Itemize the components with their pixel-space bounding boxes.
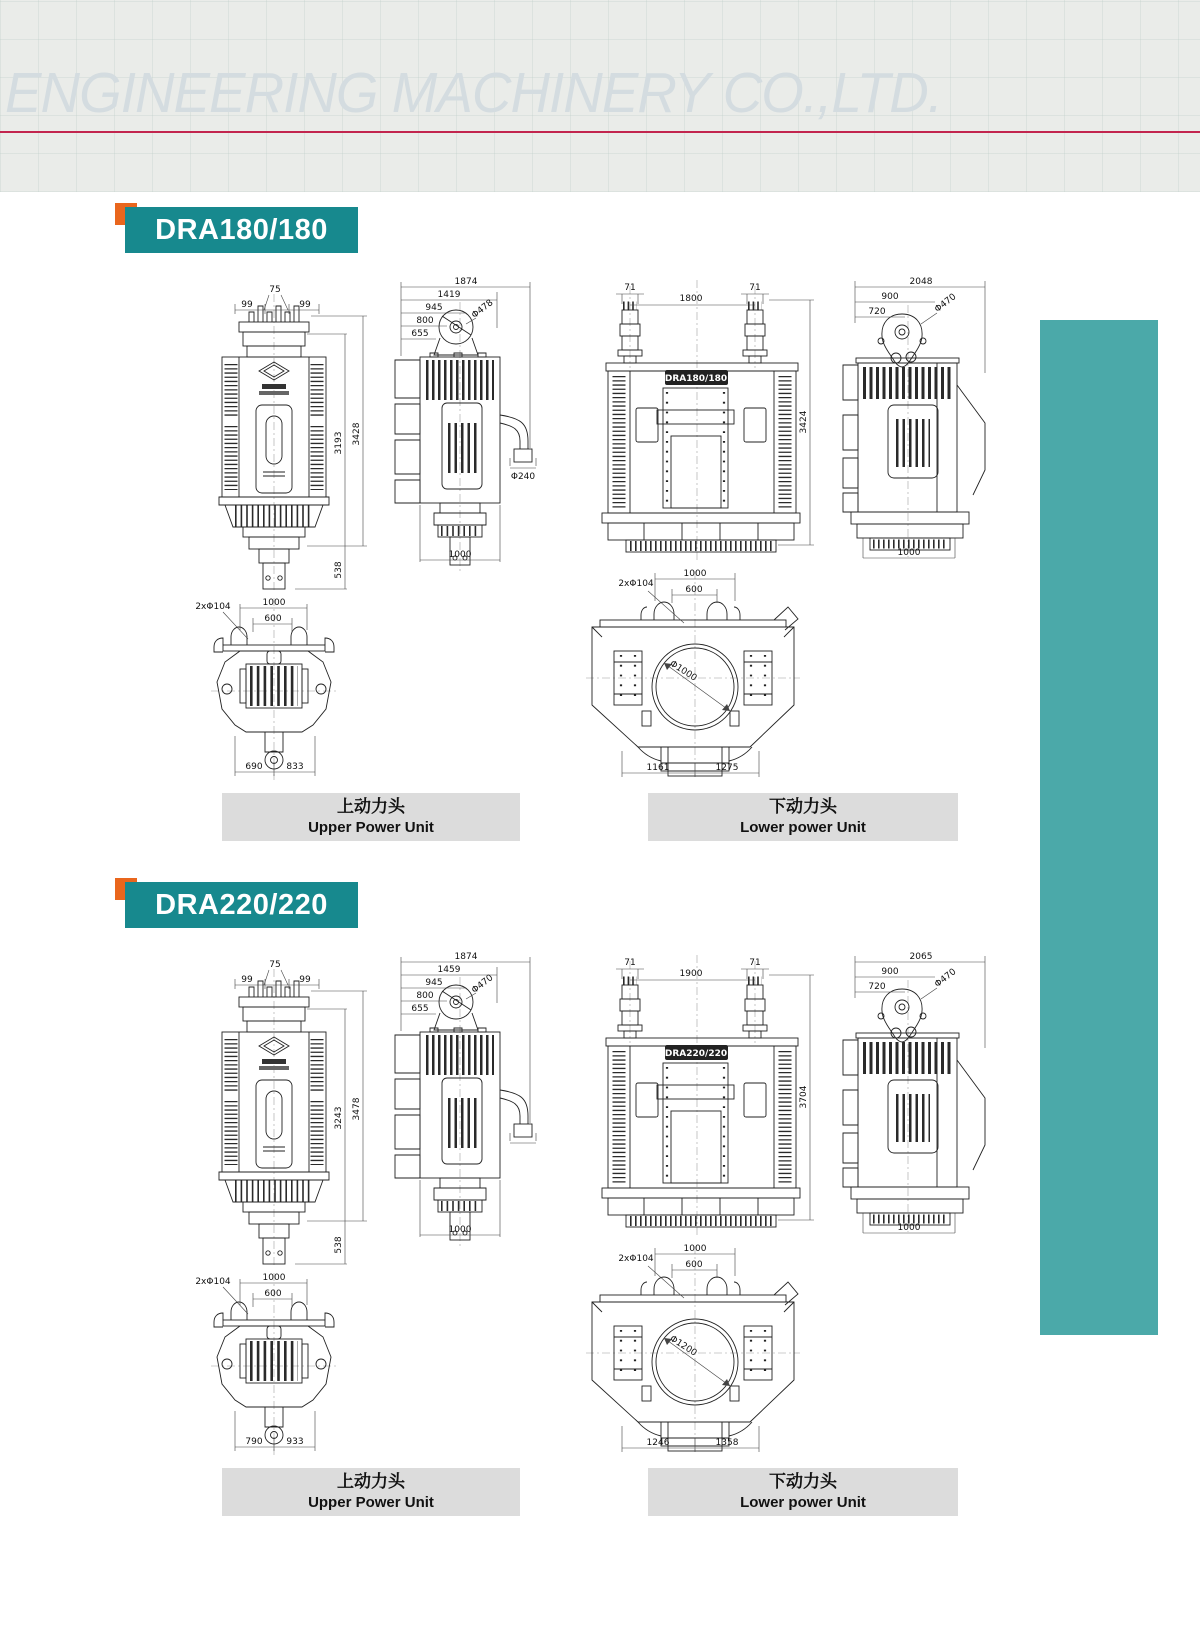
dim-label: 3193 [334, 431, 344, 455]
dim-label: 1161 [646, 763, 670, 773]
page-header [0, 0, 1200, 192]
dim-label: 99 [299, 975, 311, 985]
dim-label: 1000 [448, 550, 472, 560]
dim-label: 655 [411, 1004, 429, 1014]
lifting-lugs [654, 1277, 727, 1295]
mast-brackets [843, 365, 858, 512]
dim-label: 71 [749, 958, 761, 968]
centerline [630, 280, 755, 560]
dim-label: 2048 [909, 277, 933, 287]
dim-label: 99 [299, 300, 311, 310]
dim-label: 1874 [454, 277, 478, 287]
machine-outline [602, 981, 800, 1227]
machine-outline [395, 310, 532, 565]
company-title: ENGINEERING MACHINERY CO.,LTD. [5, 61, 943, 125]
dim-label: Φ1000 [667, 658, 699, 684]
upper-front-drawing [195, 258, 375, 598]
caption-upper-power-unit [222, 1468, 520, 1516]
dim-label: 71 [624, 283, 636, 293]
rope-pulley [439, 310, 473, 344]
side-accent-bar [1040, 320, 1158, 1335]
lower-front-drawing [578, 937, 824, 1239]
upper-top-drawing [183, 594, 378, 782]
dim-label: 75 [269, 285, 281, 295]
dim-label: 690 [245, 762, 263, 772]
dim-label: 1358 [715, 1438, 739, 1448]
dim-label: 71 [749, 283, 761, 293]
lifting-lugs [654, 602, 727, 620]
dim-label: 720 [868, 982, 886, 992]
dim-label: Φ470 [933, 967, 959, 990]
dim-label: 720 [868, 307, 886, 317]
dim-label: 2xΦ104 [195, 602, 231, 612]
dim-label: 933 [286, 1437, 304, 1447]
rope-pulley [439, 985, 473, 1019]
dimensions [195, 1273, 315, 1451]
caption-english: Upper Power Unit [308, 819, 434, 837]
dim-label: 1000 [683, 1244, 707, 1254]
mast-brackets [395, 360, 420, 503]
dimensions [401, 277, 536, 562]
dim-label: 99 [241, 300, 253, 310]
dim-label: 1900 [679, 969, 703, 979]
caption-lower-power-unit [648, 1468, 958, 1516]
dim-label: 945 [425, 303, 443, 313]
dim-label: 600 [264, 1289, 282, 1299]
dimensions [235, 285, 367, 589]
dim-label: 71 [624, 958, 636, 968]
dim-label: 3478 [352, 1097, 362, 1121]
lower-side-drawing [833, 253, 988, 565]
dimensions [855, 277, 985, 558]
dim-label: 1800 [679, 294, 703, 304]
lifting-lugs [231, 627, 307, 645]
dim-label: 3704 [799, 1085, 809, 1109]
dim-label: 1000 [897, 548, 921, 558]
dimensions [401, 952, 536, 1237]
dim-label: 800 [416, 316, 434, 326]
brand-wordmark [262, 384, 286, 389]
hose [500, 415, 528, 449]
dim-label: 800 [416, 991, 434, 1001]
machine-outline [602, 306, 800, 552]
dim-label: 833 [286, 762, 304, 772]
dim-label: 600 [685, 585, 703, 595]
lower-top-drawing [578, 565, 803, 780]
dim-label: Φ470 [470, 973, 496, 996]
hose [500, 1090, 528, 1124]
section-dra220-220 [0, 878, 1010, 1518]
dim-label: 538 [334, 561, 344, 579]
model-label: DRA220/220 [125, 882, 358, 928]
dimensions [235, 960, 367, 1264]
header-rule [0, 131, 1200, 133]
centerline [211, 598, 337, 780]
dim-label: 900 [881, 967, 899, 977]
machine-outline [843, 314, 985, 550]
centerline [630, 955, 755, 1235]
upper-side-drawing [378, 933, 546, 1253]
dim-label: 1419 [437, 290, 461, 300]
dim-label: 2065 [909, 952, 933, 962]
dim-label: Φ240 [510, 472, 536, 482]
section-dra180-180 [0, 203, 1010, 843]
caption-lower-power-unit [648, 793, 958, 841]
mast-brackets [395, 1035, 420, 1178]
model-nameplate-text: DRA220/220 [664, 1049, 728, 1059]
dim-label: 945 [425, 978, 443, 988]
dim-label: 600 [264, 614, 282, 624]
upper-top-drawing [183, 1269, 378, 1457]
dim-label: 1000 [897, 1223, 921, 1233]
caption-english: Upper Power Unit [308, 1494, 434, 1512]
caption-upper-power-unit [222, 793, 520, 841]
caption-english: Lower power Unit [740, 819, 866, 837]
dimensions [618, 569, 759, 777]
side-chute [957, 385, 985, 495]
lifting-lugs [231, 1302, 307, 1320]
dim-label: 600 [685, 1260, 703, 1270]
dim-label: 3243 [334, 1106, 344, 1130]
dimensions [195, 598, 315, 776]
lower-side-drawing [833, 928, 988, 1240]
dim-label: 1000 [262, 598, 286, 608]
mast-brackets [843, 1040, 858, 1187]
dim-label: 790 [245, 1437, 263, 1447]
lower-front-drawing [578, 262, 824, 564]
machine-outline [395, 985, 532, 1240]
dim-label: 3428 [352, 422, 362, 446]
rope-pulley [882, 989, 922, 1042]
dim-label: 1000 [683, 569, 707, 579]
dim-label: Φ470 [933, 292, 959, 315]
caption-chinese: 上动力头 [337, 797, 405, 817]
dim-label: 75 [269, 960, 281, 970]
caption-chinese: 下动力头 [769, 1472, 837, 1492]
dim-label: Φ478 [470, 298, 496, 321]
dimensions [618, 1244, 759, 1452]
dim-label: 99 [241, 975, 253, 985]
dim-label: 2xΦ104 [618, 579, 654, 589]
dim-label: 1000 [448, 1225, 472, 1235]
caption-english: Lower power Unit [740, 1494, 866, 1512]
dim-label: 1459 [437, 965, 461, 975]
dim-label: 1000 [262, 1273, 286, 1283]
caption-chinese: 上动力头 [337, 1472, 405, 1492]
dim-label: 900 [881, 292, 899, 302]
model-nameplate-text: DRA180/180 [664, 374, 728, 384]
dim-label: 655 [411, 329, 429, 339]
dim-label: 2xΦ104 [195, 1277, 231, 1287]
lower-top-drawing [578, 1240, 803, 1455]
dim-label: 3424 [799, 410, 809, 434]
caption-chinese: 下动力头 [769, 797, 837, 817]
dim-label: 1275 [715, 763, 739, 773]
machine-outline [843, 989, 985, 1225]
centerline [211, 1273, 337, 1455]
dim-label: 538 [334, 1236, 344, 1254]
side-chute [957, 1060, 985, 1170]
upper-side-drawing [378, 258, 546, 578]
dim-label: 2xΦ104 [618, 1254, 654, 1264]
brand-wordmark [262, 1059, 286, 1064]
dim-label: 1874 [454, 952, 478, 962]
rope-pulley [882, 314, 922, 367]
dim-label: 1246 [646, 1438, 670, 1448]
model-label: DRA180/180 [125, 207, 358, 253]
dimensions [855, 952, 985, 1233]
upper-front-drawing [195, 933, 375, 1273]
dim-label: Φ1200 [667, 1333, 699, 1359]
